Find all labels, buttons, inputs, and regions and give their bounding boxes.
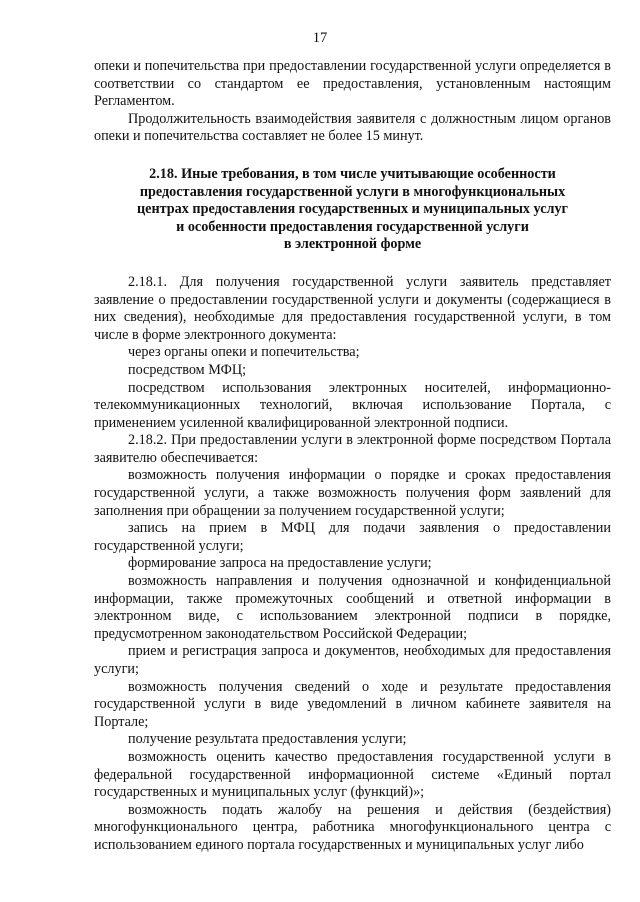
list-item: получение результата предоставления услуги;: [128, 731, 407, 748]
paragraph: опеки и попечительства при предоставлении государственной услуги определяется в соответствии со стандартом ее предоставления, установленным настоящим Регламентом.: [94, 58, 611, 110]
list-item: возможность оценить качество предоставления государственной услуги в федеральной государственной информационной системе «Единый портал государственных и муниципальных услуг (функций)»;: [94, 748, 611, 801]
page-number: 17: [312, 30, 328, 46]
list-item: прием и регистрация запроса и документов, необходимых для предоставления услуги;: [94, 643, 611, 677]
heading-line: предоставления государственной услуги в многофункциональных: [139, 183, 566, 200]
list-item: посредством МФЦ;: [128, 361, 247, 378]
list-item: возможность получения сведений о ходе и результате предоставления государственной услуги в виде уведомлений в личном кабинете заявителя на Портале;: [94, 678, 611, 730]
document-body: [94, 58, 611, 855]
heading-line: 2.18. Иные требования, в том числе учитывающие особенности: [149, 165, 556, 182]
list-item: возможность получения информации о порядке и сроках предоставления государственной услуги, а также возможность получения форм заявлений для заполнения при обращении за получением государственной услуги;: [94, 467, 611, 519]
list-item: через органы опеки и попечительства;: [128, 344, 360, 361]
list-item: запись на прием в МФЦ для подачи заявления о предоставлении государственной услуги;: [94, 520, 611, 554]
list-item: формирование запроса на предоставление услуги;: [128, 555, 432, 572]
list-item: возможность подать жалобу на решения и действия (бездействия) многофункционального центра, работника многофункционального центра с использованием единого портала государственных и муниципальных услуг либо: [94, 801, 611, 853]
heading-line: центрах предоставления государственных и муниципальных услуг: [136, 201, 568, 218]
section-heading: [94, 166, 611, 254]
heading-line: и особенности предоставления государственной услуги: [176, 218, 529, 235]
paragraph: 2.18.1. Для получения государственной услуги заявитель представляет заявление о предоставлении государственной услуги и документы (содержащиеся в них сведения), необходимые для предоставления государственной услуги, в том числе в форме электронного документа:: [94, 273, 611, 343]
list-item: возможность направления и получения однозначной и конфиденциальной информации, также промежуточных сообщений и ответной информации в электронном виде, с использованием электронной подписи в порядке, предусмотренном законодательством Российской Федерации;: [94, 573, 611, 642]
list-item: посредством использования электронных носителей, информационно-телекоммуникационных технологий, включая использование Портала, с применением усиленной квалифицированной электронной подписи.: [94, 379, 611, 431]
heading-line: в электронной форме: [283, 236, 422, 253]
paragraph: 2.18.2. При предоставлении услуги в электронной форме посредством Портала заявителю обеспечивается:: [94, 432, 611, 466]
paragraph: Продолжительность взаимодействия заявителя с должностным лицом органов опеки и попечительства составляет не более 15 минут.: [94, 110, 611, 145]
